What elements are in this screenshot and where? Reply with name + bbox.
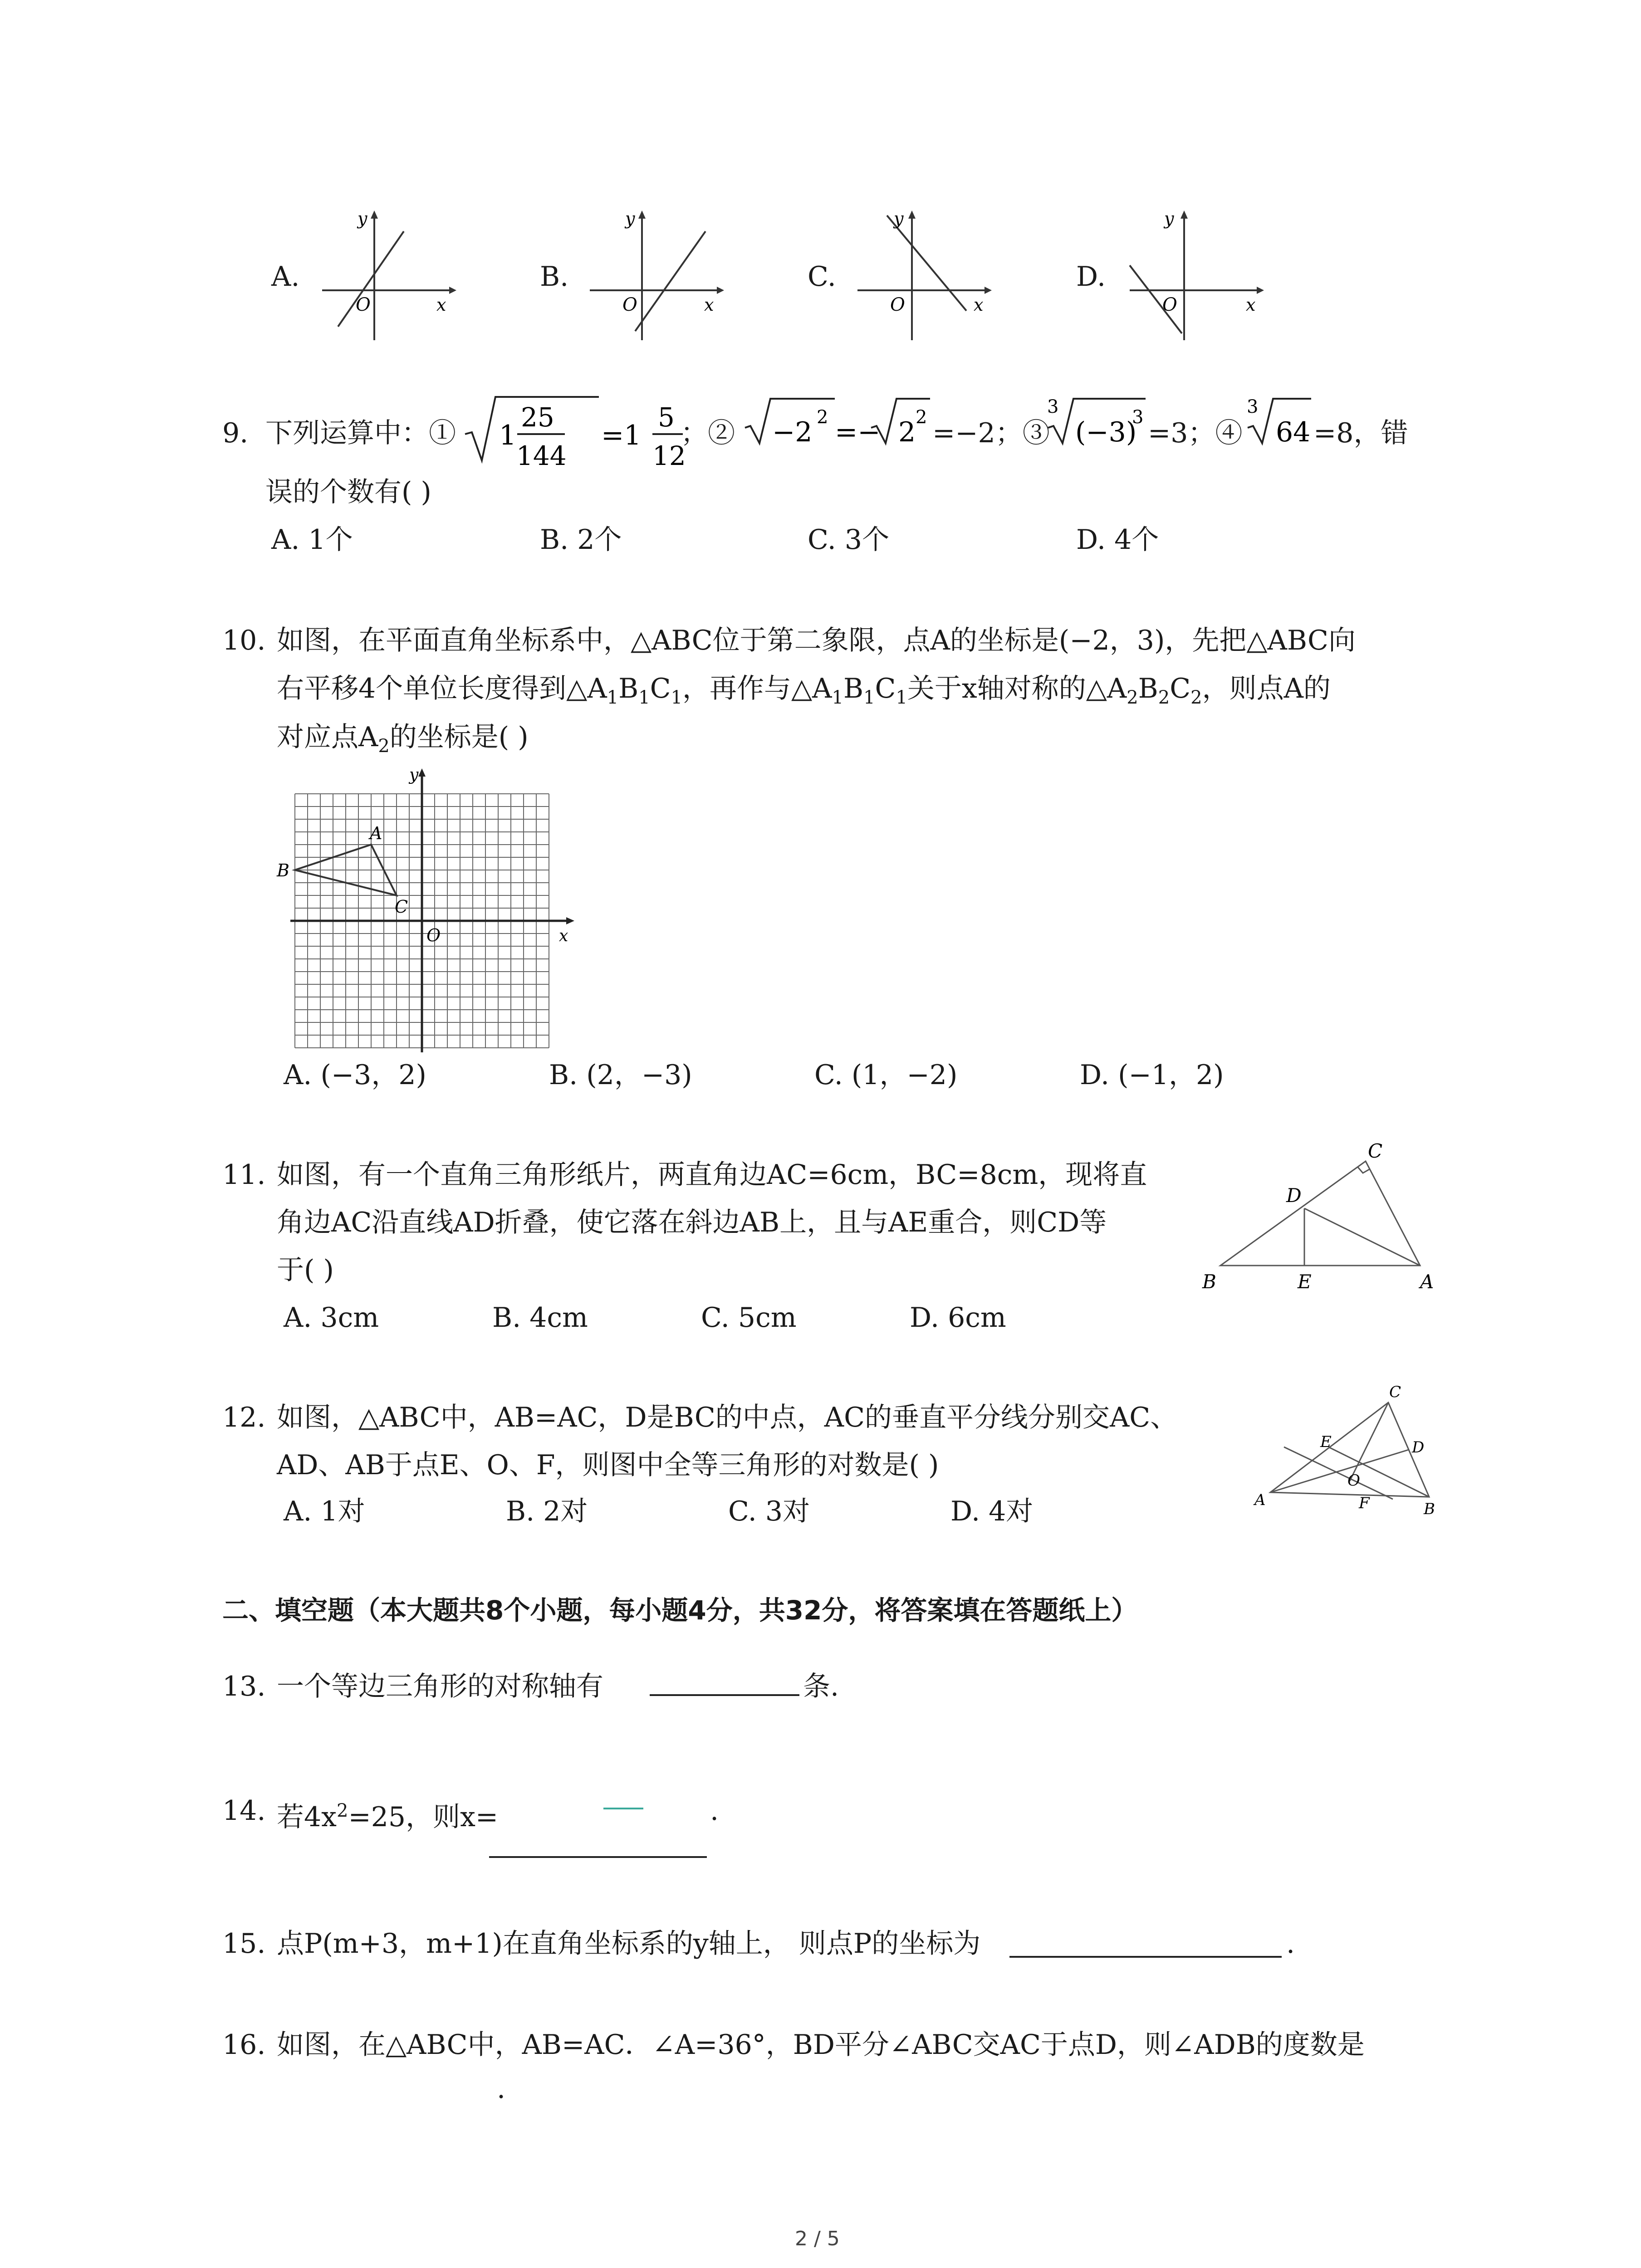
svg-text:2: 2 — [817, 407, 828, 428]
q9-option-d: D. 4个 — [1076, 524, 1159, 556]
q12-perp-bisector — [1284, 1447, 1393, 1499]
q9-option-a: A. 1个 — [271, 524, 353, 556]
q8-option-b-label: B. — [540, 261, 569, 293]
q11-number: 11. — [222, 1159, 266, 1191]
q12-option-b: B. 2对 — [506, 1496, 588, 1527]
svg-text:12: 12 — [652, 440, 686, 469]
q12-label-d: D — [1412, 1438, 1425, 1457]
q11-triangle-abc — [1220, 1161, 1420, 1266]
q12-label-b: B — [1424, 1500, 1435, 1518]
q10-option-b: B. (2，−3) — [549, 1059, 692, 1091]
q12-label-a: A — [1254, 1491, 1266, 1509]
q12-option-d: D. 4对 — [950, 1496, 1034, 1527]
svg-text:=−: =− — [835, 416, 881, 447]
q15-text: 点P(m+3，m+1)在直角坐标系的y轴上， 则点P的坐标为 — [277, 1928, 981, 1960]
q15-answer-blank[interactable] — [1009, 1956, 1282, 1958]
q9-end-2: =−2；③ — [932, 417, 1050, 449]
q8-option-a-label: A. — [271, 261, 300, 293]
q8d-o-label: O — [1162, 294, 1177, 315]
section-2-heading: 二、填空题（本大题共8个小题，每小题4分，共32分，将答案填在答题纸上） — [222, 1595, 1138, 1626]
q9-option-b: B. 2个 — [540, 524, 622, 556]
q11-label-d: D — [1286, 1184, 1302, 1207]
q13-text-a: 一个等边三角形的对称轴有 — [277, 1671, 603, 1702]
q10-line-2: 右平移4个单位长度得到$\triangle A_1B_1C_1$，再作与$\triangle A_1B_1C_1$关于x轴对称的$\triangle A_2B_2C_2$，则点A的 — [277, 673, 1331, 708]
q11-line-1: 如图，有一个直角三角形纸片，两直角边AC=6cm，BC=8cm，现将直 — [277, 1159, 1147, 1191]
q8c-y-label: y — [894, 209, 904, 229]
q8-graph-b — [581, 209, 726, 345]
q10-label-a: A — [370, 823, 382, 843]
svg-text:25: 25 — [521, 402, 554, 433]
q15-end: . — [1286, 1928, 1295, 1960]
q8-option-d-label: D. — [1076, 261, 1106, 293]
q8-graph-c — [848, 209, 998, 345]
q10-label-o: O — [426, 925, 441, 945]
svg-text:2: 2 — [898, 416, 916, 447]
q12-label-c: C — [1389, 1383, 1401, 1401]
q12-line-1: 如图，△ABC中，AB=AC，D是BC的中点，AC的垂直平分线分别交AC、 — [277, 1402, 1178, 1433]
q8c-x-label: x — [974, 295, 984, 315]
q15-number: 15. — [222, 1928, 266, 1960]
q14-text: 若$4x^2=25$，则x= — [277, 1800, 499, 1833]
svg-text:144: 144 — [516, 440, 567, 469]
q8c-o-label: O — [890, 294, 905, 315]
q10-line-3: 对应点$A_2$的坐标是( ) — [277, 721, 529, 757]
q11-label-a: A — [1420, 1271, 1434, 1293]
q10-number: 10. — [222, 625, 266, 656]
q13-number: 13. — [222, 1671, 266, 1702]
q8a-x-label: x — [436, 295, 446, 315]
q12-median-ad — [1270, 1450, 1409, 1492]
q11-option-a: A. 3cm — [284, 1302, 379, 1334]
q12-option-c: C. 3对 — [728, 1496, 810, 1527]
q11-line-3: 于( ) — [277, 1254, 334, 1286]
q12-number: 12. — [222, 1402, 266, 1433]
svg-text:(−3): (−3) — [1075, 416, 1137, 447]
q9-line-2: 误的个数有( ) — [265, 476, 431, 508]
q8-graph-a — [313, 209, 458, 345]
q8b-y-label: y — [625, 209, 635, 229]
q9-option-c: C. 3个 — [808, 524, 890, 556]
q10-line-1: 如图，在平面直角坐标系中，△ABC位于第二象限，点A的坐标是(−2，3)，先把△ABC向 — [277, 625, 1356, 656]
q12-option-a: A. 1对 — [284, 1496, 365, 1527]
q11-label-e: E — [1298, 1271, 1312, 1293]
q10-option-d: D. (−1，2) — [1080, 1059, 1224, 1091]
q8a-y-label: y — [358, 209, 367, 229]
q11-label-c: C — [1368, 1143, 1383, 1162]
q8b-o-label: O — [622, 294, 637, 315]
q10-option-c: C. (1，−2) — [814, 1059, 958, 1091]
svg-text:3: 3 — [1132, 407, 1144, 428]
q9-number: 9. — [222, 417, 249, 449]
q12-label-e: E — [1320, 1433, 1332, 1451]
q10-label-b: B — [277, 860, 289, 880]
q8-graph-d — [1121, 209, 1270, 345]
q14-end: . — [710, 1795, 719, 1827]
q10-option-a: A. (−3，2) — [284, 1059, 426, 1091]
q9-intro: 下列运算中：① — [265, 417, 456, 449]
q11-option-b: B. 4cm — [492, 1302, 588, 1334]
q11-option-c: C. 5cm — [701, 1302, 797, 1334]
q8b-x-label: x — [704, 295, 714, 315]
q12-label-o: O — [1347, 1471, 1360, 1490]
page-number: 2 / 5 — [795, 2227, 840, 2250]
q13-answer-blank[interactable] — [650, 1694, 799, 1696]
svg-text:2: 2 — [916, 407, 927, 428]
q11-line-2: 角边AC沿直线AD折叠，使它落在斜边AB上，且与AE重合，则CD等 — [277, 1207, 1107, 1238]
q11-label-b: B — [1202, 1271, 1216, 1293]
q8-option-c-label: C. — [808, 261, 836, 293]
q14-number: 14. — [222, 1795, 266, 1827]
svg-text:1: 1 — [499, 420, 517, 451]
svg-text:3: 3 — [1047, 396, 1059, 417]
q10-coordinate-grid — [272, 767, 581, 1057]
q10-label-c: C — [395, 897, 408, 917]
svg-text:=1: =1 — [601, 420, 642, 451]
q16-line-1: 如图，在△ABC中，AB=AC．∠A=36°，BD平分∠ABC交AC于点D，则∠ADB的度数是 — [277, 2029, 1365, 2061]
q9-end-4: =8，错 — [1313, 417, 1408, 449]
q8d-y-label: y — [1164, 209, 1174, 229]
q14-teal-mark — [603, 1808, 643, 1809]
q13-text-b: 条. — [803, 1671, 839, 1702]
q9-sep-2: ；② — [681, 417, 735, 449]
q12-line-2: AD、AB于点E、O、F，则图中全等三角形的对数是( ) — [277, 1449, 939, 1481]
q14-answer-blank[interactable] — [489, 1856, 707, 1858]
q10-label-x: x — [559, 927, 568, 945]
q11-option-d: D. 6cm — [910, 1302, 1006, 1334]
svg-text:3: 3 — [1247, 396, 1259, 417]
q11-triangle-figure — [1189, 1143, 1443, 1297]
svg-text:−2: −2 — [772, 416, 813, 447]
q16-end: . — [497, 2073, 506, 2105]
q11-fold-line-ad — [1304, 1208, 1420, 1266]
q10-label-y: y — [409, 767, 419, 784]
q12-label-f: F — [1359, 1494, 1370, 1512]
svg-text:64: 64 — [1276, 416, 1311, 447]
q9-end-3: =3；④ — [1148, 417, 1243, 449]
svg-text:5: 5 — [658, 402, 675, 433]
q16-number: 16. — [222, 2029, 266, 2061]
q12-triangle-figure — [1252, 1383, 1443, 1529]
q8a-o-label: O — [356, 294, 371, 315]
q8d-x-label: x — [1246, 295, 1256, 315]
